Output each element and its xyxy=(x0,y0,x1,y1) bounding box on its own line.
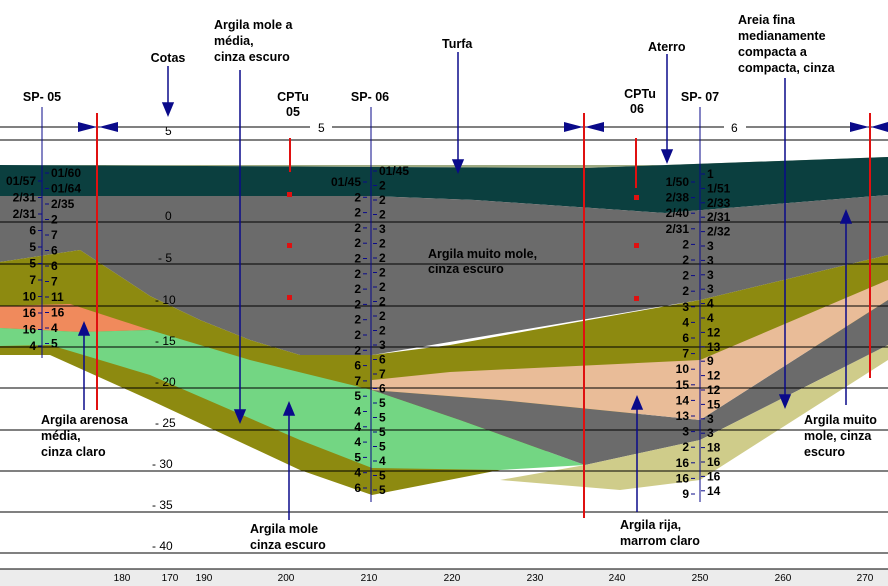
sp06-right-value: 2 xyxy=(379,193,386,207)
argila-arenosa-label: cinza claro xyxy=(41,445,106,459)
sp06-right-value: 2 xyxy=(379,178,386,193)
sp05-right-value: 2 xyxy=(51,212,58,227)
sp06-left-value: 4 xyxy=(354,404,361,419)
sp07-left-value: 2/38 xyxy=(665,190,689,205)
argila-muito-mole-right-label: escuro xyxy=(804,445,845,459)
sp07-left-value: 1/50 xyxy=(665,175,689,189)
elevation-label: - 20 xyxy=(155,375,176,389)
areia-fina-label: medianamente xyxy=(738,29,826,43)
sp06-right-value: 2 xyxy=(379,251,386,265)
sp07-right-value: 2/33 xyxy=(707,195,731,210)
sp06-left-value: 6 xyxy=(354,358,361,373)
sp06-left-value: 2 xyxy=(354,312,361,327)
sp07-left-value: 7 xyxy=(682,346,689,361)
sp07-right-value: 3 xyxy=(707,267,714,282)
sp06-right-value: 5 xyxy=(379,425,386,439)
sp07-left-value: 4 xyxy=(682,315,689,330)
x-tick: 210 xyxy=(360,573,378,584)
sp06-left-value: 2 xyxy=(354,205,361,220)
sp06-right-value: 01/45 xyxy=(379,164,410,178)
sp06-label: SP- 06 xyxy=(350,90,390,104)
elevation-label: - 15 xyxy=(155,334,176,348)
elevation-label: - 30 xyxy=(152,457,173,471)
sp06-right-value: 5 xyxy=(379,396,386,410)
sp07-left-value: 2 xyxy=(682,284,689,299)
sp07-left-value: 16 xyxy=(675,455,689,470)
sp07-right-value: 12 xyxy=(707,325,721,340)
cptu06-label-line1: CPTu xyxy=(624,87,656,101)
distance-label: 6 xyxy=(731,121,738,135)
sp05-label: SP- 05 xyxy=(22,90,62,104)
argila-mole-cinza-label: cinza escuro xyxy=(250,538,326,552)
argila-arenosa-label: média, xyxy=(41,429,81,443)
sp07-right-value: 15 xyxy=(707,397,721,412)
sp05-right-value: 11 xyxy=(51,290,64,304)
sp06-right-value: 2 xyxy=(379,265,386,280)
sp06-right-value: 3 xyxy=(379,222,386,236)
sp06-right-value: 5 xyxy=(379,439,386,454)
areia-fina-label: Areia fina xyxy=(738,13,795,27)
sp07-right-value: 4 xyxy=(707,311,714,325)
sp05-right-value: 6 xyxy=(51,243,58,258)
elevation-label: - 5 xyxy=(158,251,173,265)
sp05-left-value: 2/31 xyxy=(12,207,36,221)
sp06-left-value: 2 xyxy=(354,190,361,205)
sp07-right-value: 2/31 xyxy=(707,210,731,225)
sp07-left-value: 9 xyxy=(682,487,689,501)
x-tick: 230 xyxy=(526,573,544,584)
x-tick: 220 xyxy=(443,573,461,584)
turfa-label: Turfa xyxy=(442,37,473,51)
argila-muito-mole-right-label: Argila muito xyxy=(804,413,877,427)
sp05-left-value: 16 xyxy=(22,322,36,337)
sp06-right-value: 5 xyxy=(379,410,386,425)
sp05-left-value: 10 xyxy=(22,289,36,304)
sp06-left-value: 4 xyxy=(354,465,361,480)
argila-muito-mole-center-label: Argila muito mole, xyxy=(428,247,538,261)
x-tick: 260 xyxy=(774,573,792,584)
sp07-right-value: 1/51 xyxy=(707,181,731,196)
sp05-right-value: 7 xyxy=(51,274,58,289)
sp07-right-value: 3 xyxy=(707,239,714,253)
sp07-left-value: 2/40 xyxy=(665,206,689,221)
sp07-right-value: 3 xyxy=(707,411,714,426)
sp05-right-value: 7 xyxy=(51,228,58,242)
argila-muito-mole-center-label: cinza escuro xyxy=(428,262,504,276)
sp07-right-value: 13 xyxy=(707,339,721,354)
aterro-label: Aterro xyxy=(648,40,686,54)
sp07-left-value: 14 xyxy=(675,393,689,408)
sp06-left-value: 6 xyxy=(354,481,361,495)
sp06-right-value: 7 xyxy=(379,367,386,381)
sp07-left-value: 6 xyxy=(682,331,689,345)
sp06-left-value: 7 xyxy=(354,373,361,388)
sp05-left-value: 2/31 xyxy=(12,190,36,205)
sp07-right-value: 9 xyxy=(707,354,714,369)
sp05-left-value: 5 xyxy=(29,240,36,254)
sp06-left-value: 2 xyxy=(354,220,361,235)
sp07-right-value: 12 xyxy=(707,383,721,397)
sp07-left-value: 2 xyxy=(682,268,689,283)
sp05-left-value: 16 xyxy=(22,306,36,320)
sp05-right-value: 01/64 xyxy=(51,181,82,196)
sp06-right-value: 5 xyxy=(379,468,386,483)
sp06-right-value: 2 xyxy=(379,294,386,309)
sp07-right-value: 14 xyxy=(707,483,721,498)
sp05-right-value: 01/60 xyxy=(51,166,82,180)
argila-rija-label: marrom claro xyxy=(620,534,700,548)
sp06-left-value: 4 xyxy=(354,435,361,450)
cotas-label: Cotas xyxy=(150,51,186,65)
strata xyxy=(0,157,888,495)
sp05-right-value: 5 xyxy=(51,336,58,351)
sp07-right-value: 3 xyxy=(707,426,714,441)
x-tick: 190 xyxy=(195,573,213,584)
sp07-left-value: 10 xyxy=(675,362,689,377)
distance-label: 5 xyxy=(318,121,325,135)
sp05-left-value: 4 xyxy=(29,339,36,353)
sp07-right-value: 2/32 xyxy=(707,224,731,239)
areia-fina-label: compacta, cinza xyxy=(738,61,835,75)
sp07-left-value: 2 xyxy=(682,253,689,267)
sp07-left-value: 3 xyxy=(682,299,689,314)
sp06-right-value: 6 xyxy=(379,352,386,367)
sp07-left-value: 16 xyxy=(675,471,689,486)
areia-fina-label: compacta a xyxy=(738,45,807,59)
cptu05-label-line2: 05 xyxy=(286,105,300,119)
sp06-left-value: 2 xyxy=(354,266,361,281)
sp06-right-value: 3 xyxy=(379,338,386,352)
elevation-label: - 25 xyxy=(155,416,176,430)
sp06-left-value: 2 xyxy=(354,297,361,312)
sp06-right-value: 4 xyxy=(379,454,386,468)
sp06-left-value: 5 xyxy=(354,389,361,404)
x-axis xyxy=(0,569,888,586)
argila-rija-label: Argila rija, xyxy=(620,518,682,532)
sp06-left-value: 01/45 xyxy=(330,175,361,189)
sp07-right-value: 3 xyxy=(707,282,714,297)
sp06-left-value: 2 xyxy=(354,236,361,251)
sp07-left-value: 2/31 xyxy=(665,221,689,236)
sp07-right-value: 12 xyxy=(707,368,721,383)
elevation-label: - 40 xyxy=(152,539,173,553)
sp06-right-value: 5 xyxy=(379,483,386,497)
sp07-right-value: 3 xyxy=(707,253,714,268)
sp05-left-value: 5 xyxy=(29,256,36,271)
argila-arenosa-label: Argila arenosa xyxy=(41,413,128,427)
x-tick: 170 xyxy=(161,573,179,584)
sp07-left-value: 2 xyxy=(682,440,689,455)
sp06-left-value: 5 xyxy=(354,450,361,465)
elevation-label: - 35 xyxy=(152,498,173,512)
argila-mole-media-label: média, xyxy=(214,34,254,48)
x-tick: 180 xyxy=(113,573,131,584)
elevation-label: - 10 xyxy=(155,293,176,307)
sp06-left-value: 4 xyxy=(354,419,361,434)
sp07-right-value: 16 xyxy=(707,469,721,484)
x-tick: 240 xyxy=(608,573,626,584)
sp07-label: SP- 07 xyxy=(680,90,720,104)
x-tick: 270 xyxy=(856,573,874,584)
sp07-left-value: 13 xyxy=(675,409,689,423)
cptu05-label-line1: CPTu xyxy=(277,90,309,104)
argila-mole-media-label: cinza escuro xyxy=(214,50,290,64)
sp06-right-value: 2 xyxy=(379,207,386,222)
sp05-right-value: 2/35 xyxy=(51,197,75,211)
sp07-left-value: 3 xyxy=(682,424,689,439)
sp07-left-value: 2 xyxy=(682,237,689,252)
sp07-right-value: 4 xyxy=(707,296,714,311)
argila-muito-mole-right-label: mole, cinza xyxy=(804,429,872,443)
cptu06-label-line2: 06 xyxy=(630,102,644,116)
sp06-right-value: 2 xyxy=(379,236,386,251)
sp05-left-value: 6 xyxy=(29,223,36,238)
x-tick: 200 xyxy=(277,573,295,584)
sp06-left-value: 2 xyxy=(354,343,361,358)
sp06-right-value: 2 xyxy=(379,309,386,323)
sp06-left-value: 2 xyxy=(354,251,361,266)
sp05-right-value: 6 xyxy=(51,259,58,273)
sp06-left-value: 2 xyxy=(354,328,361,342)
sp06-left-value: 2 xyxy=(354,282,361,297)
sp07-right-value: 18 xyxy=(707,440,721,455)
x-tick: 250 xyxy=(691,573,709,584)
argila-mole-media-label: Argila mole a xyxy=(214,18,293,32)
sp05-left-value: 7 xyxy=(29,273,36,287)
sp05-right-value: 16 xyxy=(51,305,65,320)
argila-mole-cinza-label: Argila mole xyxy=(250,522,319,536)
sp07-right-value: 1 xyxy=(707,167,714,181)
sp05-left-value: 01/57 xyxy=(5,174,36,188)
sp07-right-value: 16 xyxy=(707,455,721,469)
sp06-right-value: 2 xyxy=(379,280,386,294)
elevation-label: 0 xyxy=(165,209,172,223)
elevation-label: 5 xyxy=(165,124,172,138)
sp06-right-value: 6 xyxy=(379,381,386,396)
sp05-right-value: 4 xyxy=(51,321,58,335)
sp06-right-value: 2 xyxy=(379,323,386,338)
distance-dimension xyxy=(0,120,888,135)
sp07-left-value: 15 xyxy=(675,377,689,392)
